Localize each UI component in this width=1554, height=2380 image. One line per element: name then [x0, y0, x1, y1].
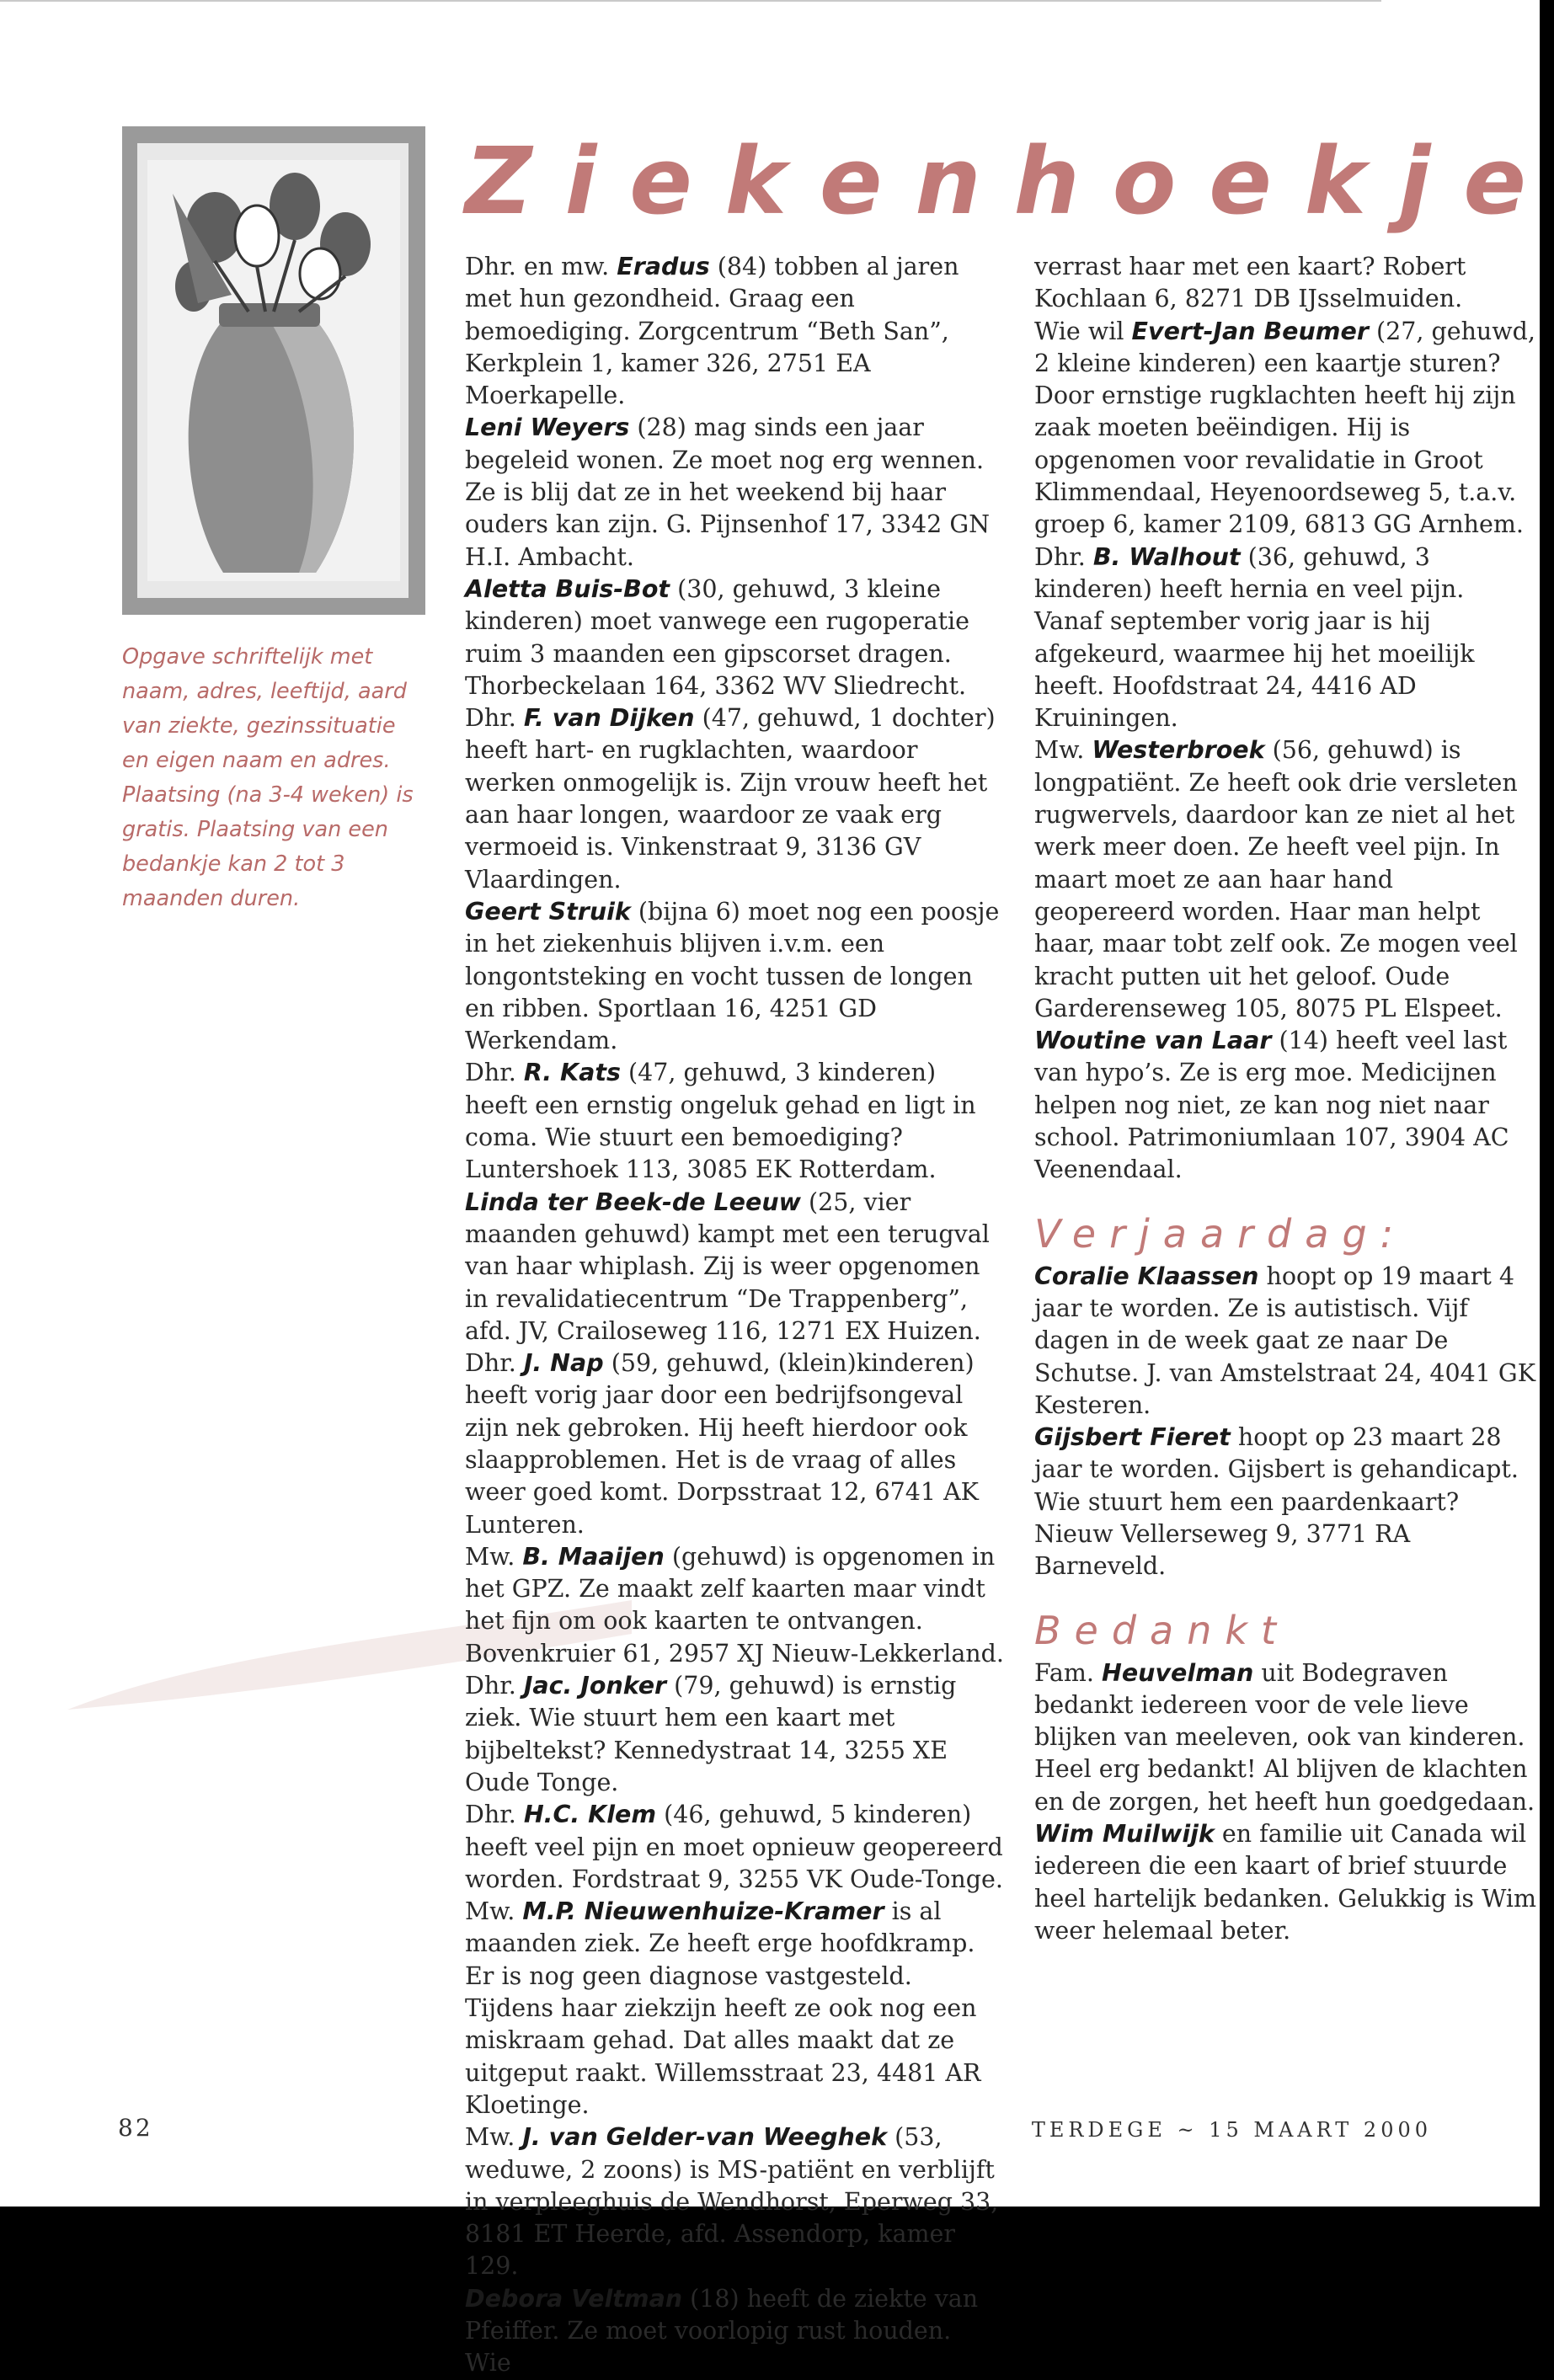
- entry-prefix: Mw.: [1034, 736, 1092, 765]
- notice-entry: [1034, 1422, 1540, 1582]
- top-rule: [0, 0, 1381, 2]
- notice-entry: [1034, 1261, 1540, 1422]
- title-letter: o: [1112, 127, 1177, 235]
- entry-name: M.P. Nieuwenhuize-Kramer: [522, 1897, 884, 1926]
- title-letter: j: [1398, 127, 1431, 235]
- entry-name: Jac. Jonker: [523, 1672, 667, 1700]
- notice-entry: [465, 1187, 1004, 1347]
- entry-prefix: Mw.: [465, 2123, 523, 2152]
- entry-name: J. van Gelder-van Weeghek: [522, 2123, 888, 2152]
- notice-entry: [1034, 734, 1540, 1025]
- entry-text: (14) heeft veel last van hypo’s. Ze is erg moe. Medicijnen helpen nog niet, ze kan nog niet naar school. Patrimoniumlaan 107, 3904 AC Veenendaal.: [1034, 1027, 1509, 1184]
- entry-prefix: Dhr.: [465, 1801, 524, 1829]
- entry-prefix: Fam.: [1034, 1658, 1102, 1687]
- entry-prefix: Wie wil: [1034, 317, 1132, 345]
- notice-entry: [465, 1347, 1004, 1541]
- notice-entry: [1034, 1025, 1540, 1186]
- entry-text: uit Bodegraven bedankt iedereen voor de vele lieve blijken van meeleven, ook van kinderen. Heel erg bedankt! Al blijven de klachten en de zorgen, het heeft hun goedgedaan.: [1034, 1658, 1535, 1816]
- entry-name: Aletta Buis-Bot: [465, 574, 670, 603]
- notice-entry: [1034, 542, 1540, 735]
- notice-entry: [465, 1799, 1004, 1896]
- title-letter: e: [629, 127, 692, 235]
- entry-text: (56, gehuwd) is longpatiënt. Ze heeft ook drie versleten rugwervels, daardoor kan ze niet al het werk meer doen. Ze heeft veel pijn. In maart moet ze aan haar hand geopereerd worden. Haar man helpt haar, maar tobt zelf ook. Ze mogen veel kracht putten uit het geloof. Oude Garderenseweg 105, 8075 PL Elspeet.: [1034, 736, 1518, 1022]
- submission-caption: Opgave schriftelijk met naam, adres, leeftijd, aard van ziekte, gezinssituatie en eigen naam en adres. Plaatsing (na 3-4 weken) is gratis. Plaatsing van een bedankje kan 2 tot 3 maanden duren.: [122, 644, 414, 911]
- entry-prefix: Dhr. en mw.: [465, 253, 617, 280]
- notice-entry: [465, 702, 1004, 896]
- notice-entry: [465, 2121, 1004, 2282]
- entry-name: Westerbroek: [1092, 736, 1265, 765]
- entry-text: (79, gehuwd) is ernstig ziek. Wie stuurt hem een kaart met bijbeltekst? Kennedystraat 14, 3255 XE Oude Tonge.: [465, 1672, 957, 1796]
- title-letter: k: [724, 127, 787, 235]
- notice-entry: [465, 1670, 1004, 1799]
- column-left: [465, 251, 1004, 2380]
- entry-text: (47, gehuwd, 3 kinderen) heeft een ernstig ongeluk gehad en ligt in coma. Wie stuurt een bemoediging? Luntershoek 113, 3085 EK Rotterdam.: [465, 1059, 976, 1184]
- notice-entry: [465, 1057, 1004, 1186]
- entry-prefix: Dhr.: [465, 1672, 524, 1700]
- issue-footer: TERDEGE ~ 15 MAART 2000: [1031, 2118, 1432, 2142]
- entry-name: H.C. Klem: [523, 1801, 657, 1829]
- entry-text: hoopt op 23 maart 28 jaar te worden. Gijsbert is gehandicapt. Wie stuurt hem een paardenkaart? Nieuw Vellerseweg 9, 3771 RA Barneveld.: [1034, 1423, 1519, 1581]
- entry-name: Leni Weyers: [465, 414, 630, 442]
- entry-name: Geert Struik: [465, 897, 631, 926]
- entry-text: hoopt op 19 maart 4 jaar te worden. Ze is autistisch. Vijf dagen in de week gaat ze naar De Schutse. J. van Amstelstraat 24, 4041 GK Kesteren.: [1034, 1262, 1535, 1419]
- notice-entry: [1034, 1657, 1540, 1818]
- entry-text: (36, gehuwd, 3 kinderen) heeft hernia en veel pijn. Vanaf september vorig jaar is hij afgekeurd, waarmee hij het moeilijk heeft. Hoofdstraat 24, 4416 AD Kruiningen.: [1034, 542, 1475, 733]
- notice-entry: [465, 1541, 1004, 1670]
- entry-prefix: verrast haar met een kaart? Robert Kochlaan 6, 8271 DB IJsselmuiden.: [1034, 253, 1466, 313]
- entry-name: Heuvelman: [1101, 1658, 1254, 1687]
- entry-prefix: Mw.: [465, 1897, 523, 1926]
- entry-text: (bijna 6) moet nog een poosje in het ziekenhuis blijven i.v.m. een longontsteking en vocht tussen de longen en ribben. Sportlaan 16, 4251 GD Werkendam.: [465, 897, 1000, 1055]
- entry-prefix: Dhr.: [465, 704, 524, 733]
- entry-name: J. Nap: [523, 1349, 604, 1378]
- entry-name: Eradus: [617, 253, 710, 280]
- title-letter: e: [1463, 127, 1526, 235]
- column-right: [1034, 251, 1540, 1947]
- entry-name: Evert-Jan Beumer: [1131, 317, 1369, 345]
- title-letter: e: [819, 127, 883, 235]
- notice-entry: [465, 251, 1004, 412]
- entry-text: (46, gehuwd, 5 kinderen) heeft veel pijn en moet opnieuw geopereerd worden. Fordstraat 9, 3255 VK Oude-Tonge.: [465, 1801, 1003, 1893]
- title-letter: e: [1209, 127, 1272, 235]
- column-right-entries: [1034, 251, 1540, 1187]
- entry-text: (gehuwd) is opgenomen in het GPZ. Ze maakt zelf kaarten maar vindt het fijn om ook kaarten te ontvangen. Bovenkruier 61, 2957 XJ Nieuw-Lekkerland.: [465, 1542, 1004, 1668]
- bedankt-entries: [1034, 1657, 1540, 1948]
- entry-name: F. van Dijken: [523, 704, 695, 733]
- entry-name: Gijsbert Fieret: [1034, 1423, 1231, 1452]
- page-number: 82: [118, 2114, 153, 2142]
- entry-text: (18) heeft de ziekte van Pfeiffer. Ze moet voorlopig rust houden. Wie: [465, 2284, 979, 2377]
- title-letter: k: [1304, 127, 1366, 235]
- entry-name: Coralie Klaassen: [1034, 1262, 1259, 1290]
- entry-prefix: Dhr.: [465, 1059, 524, 1087]
- page-title: [465, 109, 1526, 235]
- title-letter: h: [1013, 127, 1080, 235]
- entry-name: Linda ter Beek-de Leeuw: [465, 1187, 801, 1216]
- notice-entry: [1034, 251, 1540, 316]
- entry-text: is al maanden ziek. Ze heeft erge hoofdkramp. Er is nog geen diagnose vastgesteld. Tijdens haar ziekzijn heeft ze ook nog een miskraam gehad. Dat alles maakt dat ze uitgeput raakt. Willemsstraat 23, 4481 AR Kloetinge.: [465, 1897, 981, 2119]
- title-letter: Z: [465, 127, 532, 235]
- entry-prefix: Dhr.: [465, 1349, 524, 1378]
- entry-text: (27, gehuwd, 2 kleine kinderen) een kaartje sturen? Door ernstige rugklachten heeft hij zijn zaak moeten beëindigen. Hij is opgenomen voor revalidatie in Groot Klimmendaal, Heyenoordseweg 5, t.a.v. groep 6, kamer 2109, 6813 GG Arnhem.: [1034, 317, 1535, 539]
- notice-entry: [465, 1896, 1004, 2121]
- notice-entry: [465, 574, 1004, 702]
- verjaardag-entries: [1034, 1261, 1540, 1583]
- notice-entry: [465, 896, 1004, 1057]
- entry-prefix: Mw.: [465, 1542, 523, 1571]
- entry-text: (59, gehuwd, (klein)kinderen) heeft vorig jaar door een bedrijfsongeval zijn nek gebroken. Hij heeft hierdoor ook slaapproblemen. Het is de vraag of alles weer goed komt. Dorpsstraat 12, 6741 AK Lunteren.: [465, 1349, 979, 1539]
- entry-name: R. Kats: [523, 1059, 621, 1087]
- entry-text: (28) mag sinds een jaar begeleid wonen. Ze moet nog erg wennen. Ze is blij dat ze in het weekend bij haar ouders kan zijn. G. Pijnsenhof 17, 3342 GN H.I. Ambacht.: [465, 414, 991, 571]
- entry-text: (30, gehuwd, 3 kleine kinderen) moet vanwege een rugoperatie ruim 3 maanden een gipscorset dragen. Thorbeckelaan 164, 3362 WV Sliedrecht.: [465, 574, 970, 700]
- notice-entry: [1034, 316, 1540, 542]
- entry-text: (53, weduwe, 2 zoons) is MS-patiënt en verblijft in verpleeghuis de Wendhorst, Eperweg 33, 8181 ET Heerde, afd. Assendorp, kamer 129.: [465, 2123, 999, 2281]
- notice-entry: [465, 412, 1004, 573]
- entry-name: B. Maaijen: [522, 1542, 665, 1571]
- section-heading-verjaardag: Verjaardag:: [1034, 1210, 1407, 1257]
- entry-name: B. Walhout: [1092, 542, 1241, 571]
- entry-name: Wim Muilwijk: [1034, 1820, 1215, 1849]
- entry-text: en familie uit Canada wil iedereen die een kaart of brief stuurde heel hartelijk bedanken. Gelukkig is Wim weer helemaal beter.: [1034, 1820, 1537, 1945]
- entry-prefix: Dhr.: [1034, 542, 1093, 571]
- section-heading-bedankt: Bedankt: [1034, 1607, 1290, 1653]
- entry-name: Woutine van Laar: [1034, 1027, 1272, 1055]
- notice-entry: [465, 2283, 1004, 2380]
- entry-name: Debora Veltman: [465, 2284, 683, 2313]
- tulip-vase-illustration: [122, 126, 425, 615]
- title-letter: n: [915, 127, 981, 235]
- notice-entry: [1034, 1818, 1540, 1947]
- entry-text: (84) tobben al jaren met hun gezondheid. Graag een bemoediging. Zorgcentrum “Beth San”, Kerkplein 1, kamer 326, 2751 EA Moerkapelle.: [465, 253, 959, 410]
- entry-text: (47, gehuwd, 1 dochter) heeft hart- en rugklachten, waardoor werken onmogelijk is. Zijn vrouw heeft het aan haar longen, waardoor ze vaak erg vermoeid is. Vinkenstraat 9, 3136 GV Vlaardingen.: [465, 704, 996, 894]
- entry-text: (25, vier maanden gehuwd) kampt met een terugval van haar whiplash. Zij is weer opgenomen in revalidatiecentrum “De Trappenberg”, afd. JV, Crailoseweg 116, 1271 EX Huizen.: [465, 1187, 990, 1345]
- title-letter: i: [564, 127, 597, 235]
